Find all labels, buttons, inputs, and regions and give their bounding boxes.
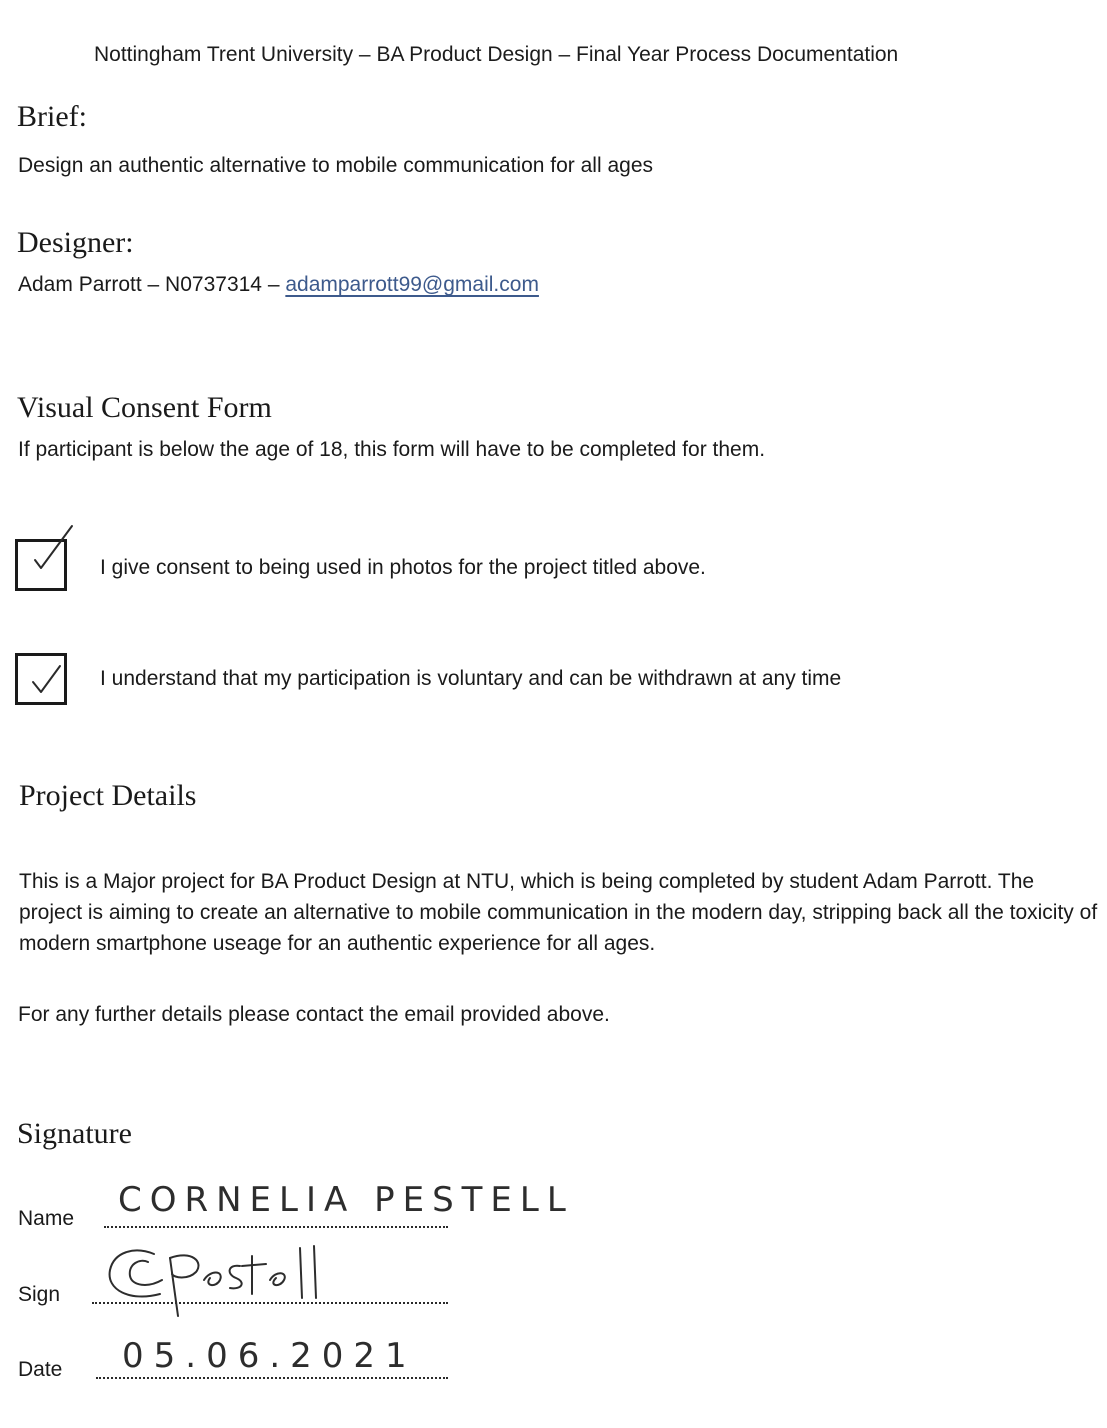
project-paragraph: This is a Major project for BA Product Design at NTU, which is being completed by student Adam Parrott. The project is aiming to create an alternative to mobile communication in the modern day, stripping back all the toxicity of modern smartphone useage for an authentic experience for all ages. xyxy=(19,870,1098,955)
signature-drawing xyxy=(100,1240,330,1320)
name-label: Name xyxy=(18,1207,75,1230)
checkmark-icon xyxy=(26,522,76,572)
designer-line xyxy=(18,273,539,297)
consent-voluntary-label: I understand that my participation is voluntary and can be withdrawn at any time xyxy=(100,667,842,690)
document-header: Nottingham Trent University – BA Product Design – Final Year Process Documentation xyxy=(94,43,899,66)
consent-heading: Visual Consent Form xyxy=(17,391,272,424)
project-contact: For any further details please contact the email provided above. xyxy=(18,1003,610,1026)
date-handwritten-value: 05.06.2021 xyxy=(122,1336,417,1376)
project-heading: Project Details xyxy=(19,779,197,812)
checkmark-icon xyxy=(24,660,68,700)
date-label: Date xyxy=(18,1358,63,1381)
designer-email-link[interactable]: adamparrott99@gmail.com xyxy=(285,273,539,296)
brief-heading: Brief: xyxy=(17,100,87,133)
designer-name-id: Adam Parrott – N0737314 – xyxy=(18,273,286,296)
consent-note: If participant is below the age of 18, this form will have to be completed for them. xyxy=(18,438,766,461)
name-handwritten-value: CORNELIA PESTELL xyxy=(118,1180,574,1220)
consent-photos-label: I give consent to being used in photos for the project titled above. xyxy=(100,556,706,579)
sign-label: Sign xyxy=(18,1283,61,1306)
date-dotted-line xyxy=(96,1377,448,1379)
brief-text: Design an authentic alternative to mobile communication for all ages xyxy=(18,154,654,177)
signature-heading: Signature xyxy=(17,1117,132,1150)
designer-heading: Designer: xyxy=(17,226,134,259)
name-dotted-line xyxy=(104,1226,448,1228)
